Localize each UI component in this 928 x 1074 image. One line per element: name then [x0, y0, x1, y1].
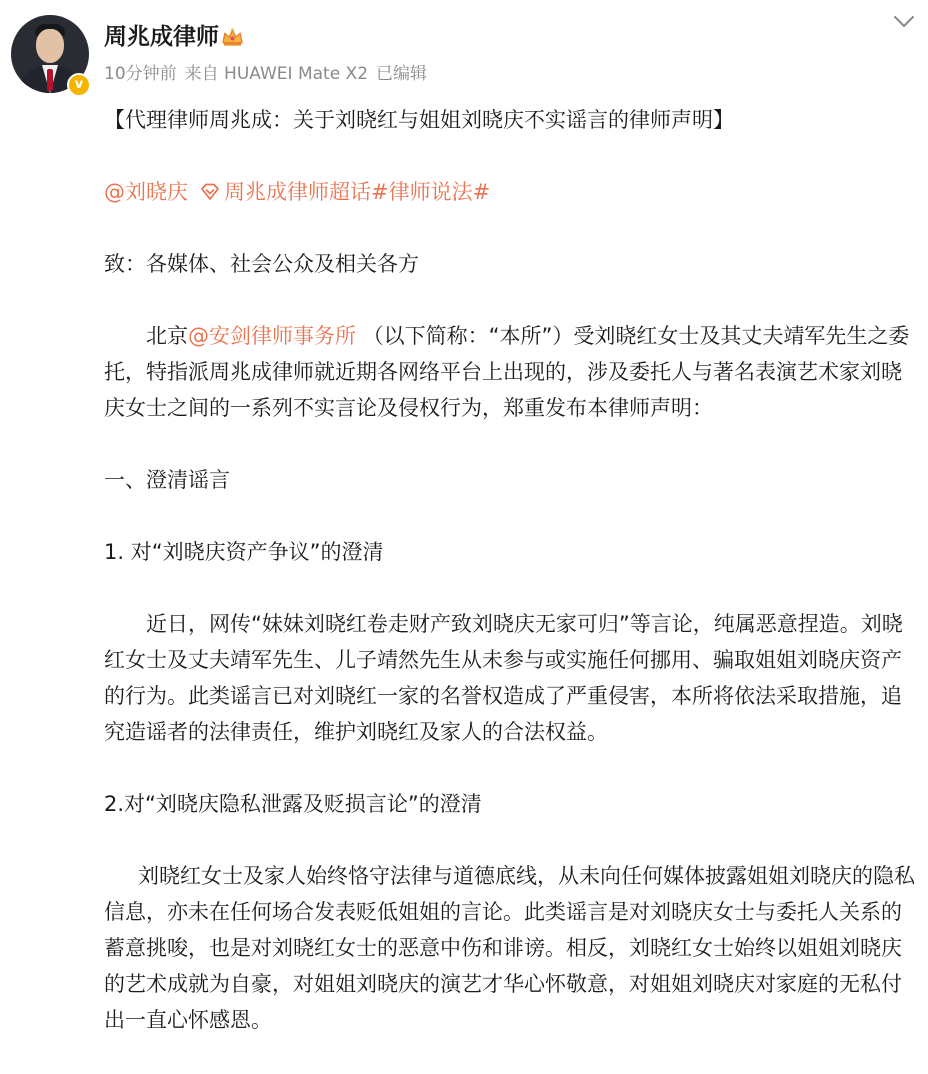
- mention-law-firm[interactable]: @安剑律师事务所: [188, 324, 356, 348]
- post-source: 来自 HUAWEI Mate X2: [184, 64, 369, 84]
- avatar-tie: [47, 69, 53, 91]
- chevron-down-icon[interactable]: [892, 12, 916, 32]
- section-heading: 一、澄清谣言: [104, 468, 230, 492]
- diamond-icon: [200, 183, 220, 201]
- mention-liuxiaoqing[interactable]: @刘晓庆: [104, 180, 188, 204]
- paragraph-privacy: 刘晓红女士及家人始终恪守法律与道德底线，从未向任何媒体披露姐姐刘晓庆的隐私信息，亦未在任何场合发表贬低姐姐的言论。此类谣言是对刘晓庆女士与委托人关系的蓄意挑唆，也是对刘晓红女士的恶意中伤和诽谤。相反，刘晓红女士始终以姐姐刘晓庆的艺术成就为自豪，对姐姐刘晓庆的演艺才华心怀敬意，对姐姐刘晓庆对家庭的无私付出一直心怀感恩。: [104, 864, 915, 1032]
- crown-icon: [221, 26, 244, 48]
- salutation: 致：各媒体、社会公众及相关各方: [104, 252, 419, 276]
- topic-link[interactable]: 周兆成律师超话#律师说法#: [224, 180, 491, 204]
- post-time[interactable]: 10分钟前: [104, 64, 177, 84]
- post-title: 【代理律师周兆成：关于刘晓红与姐姐刘晓庆不实谣言的律师声明】: [104, 108, 734, 132]
- paragraph-intro-prefix: 北京: [146, 324, 188, 348]
- post-meta: [104, 62, 435, 86]
- post-edited[interactable]: 已编辑: [376, 64, 428, 84]
- subheading-1: 1. 对“刘晓庆资产争议”的澄清: [104, 540, 384, 564]
- paragraph-intro-rest: （以下简称：“本所”）受刘晓红女士及其丈夫靖军先生之委托，特指派周兆成律师就近期各网络平台上出现的，涉及委托人与著名表演艺术家刘晓庆女士之间的一系列不实言论及侵权行为，郑重发布本律师声明：: [104, 324, 910, 420]
- paragraph-intro: [104, 318, 916, 426]
- paragraph-assets: 近日，网传“妹妹刘晓红卷走财产致刘晓庆无家可归”等言论，纯属恶意捏造。刘晓红女士及丈夫靖军先生、儿子靖然先生从未参与或实施任何挪用、骗取姐姐刘晓庆资产的行为。此类谣言已对刘晓红一家的名誉权造成了严重侵害，本所将依法采取措施，追究造谣者的法律责任，维护刘晓红及家人的合法权益。: [104, 612, 903, 744]
- tags-line: [104, 174, 916, 210]
- subheading-2: 2.对“刘晓庆隐私泄露及贬损言论”的澄清: [104, 792, 482, 816]
- post-header: [0, 0, 928, 100]
- author-name[interactable]: 周兆成律师: [104, 24, 219, 50]
- post-content: [104, 100, 916, 1074]
- verified-badge-icon: v: [67, 73, 91, 97]
- avatar-face: [36, 29, 64, 63]
